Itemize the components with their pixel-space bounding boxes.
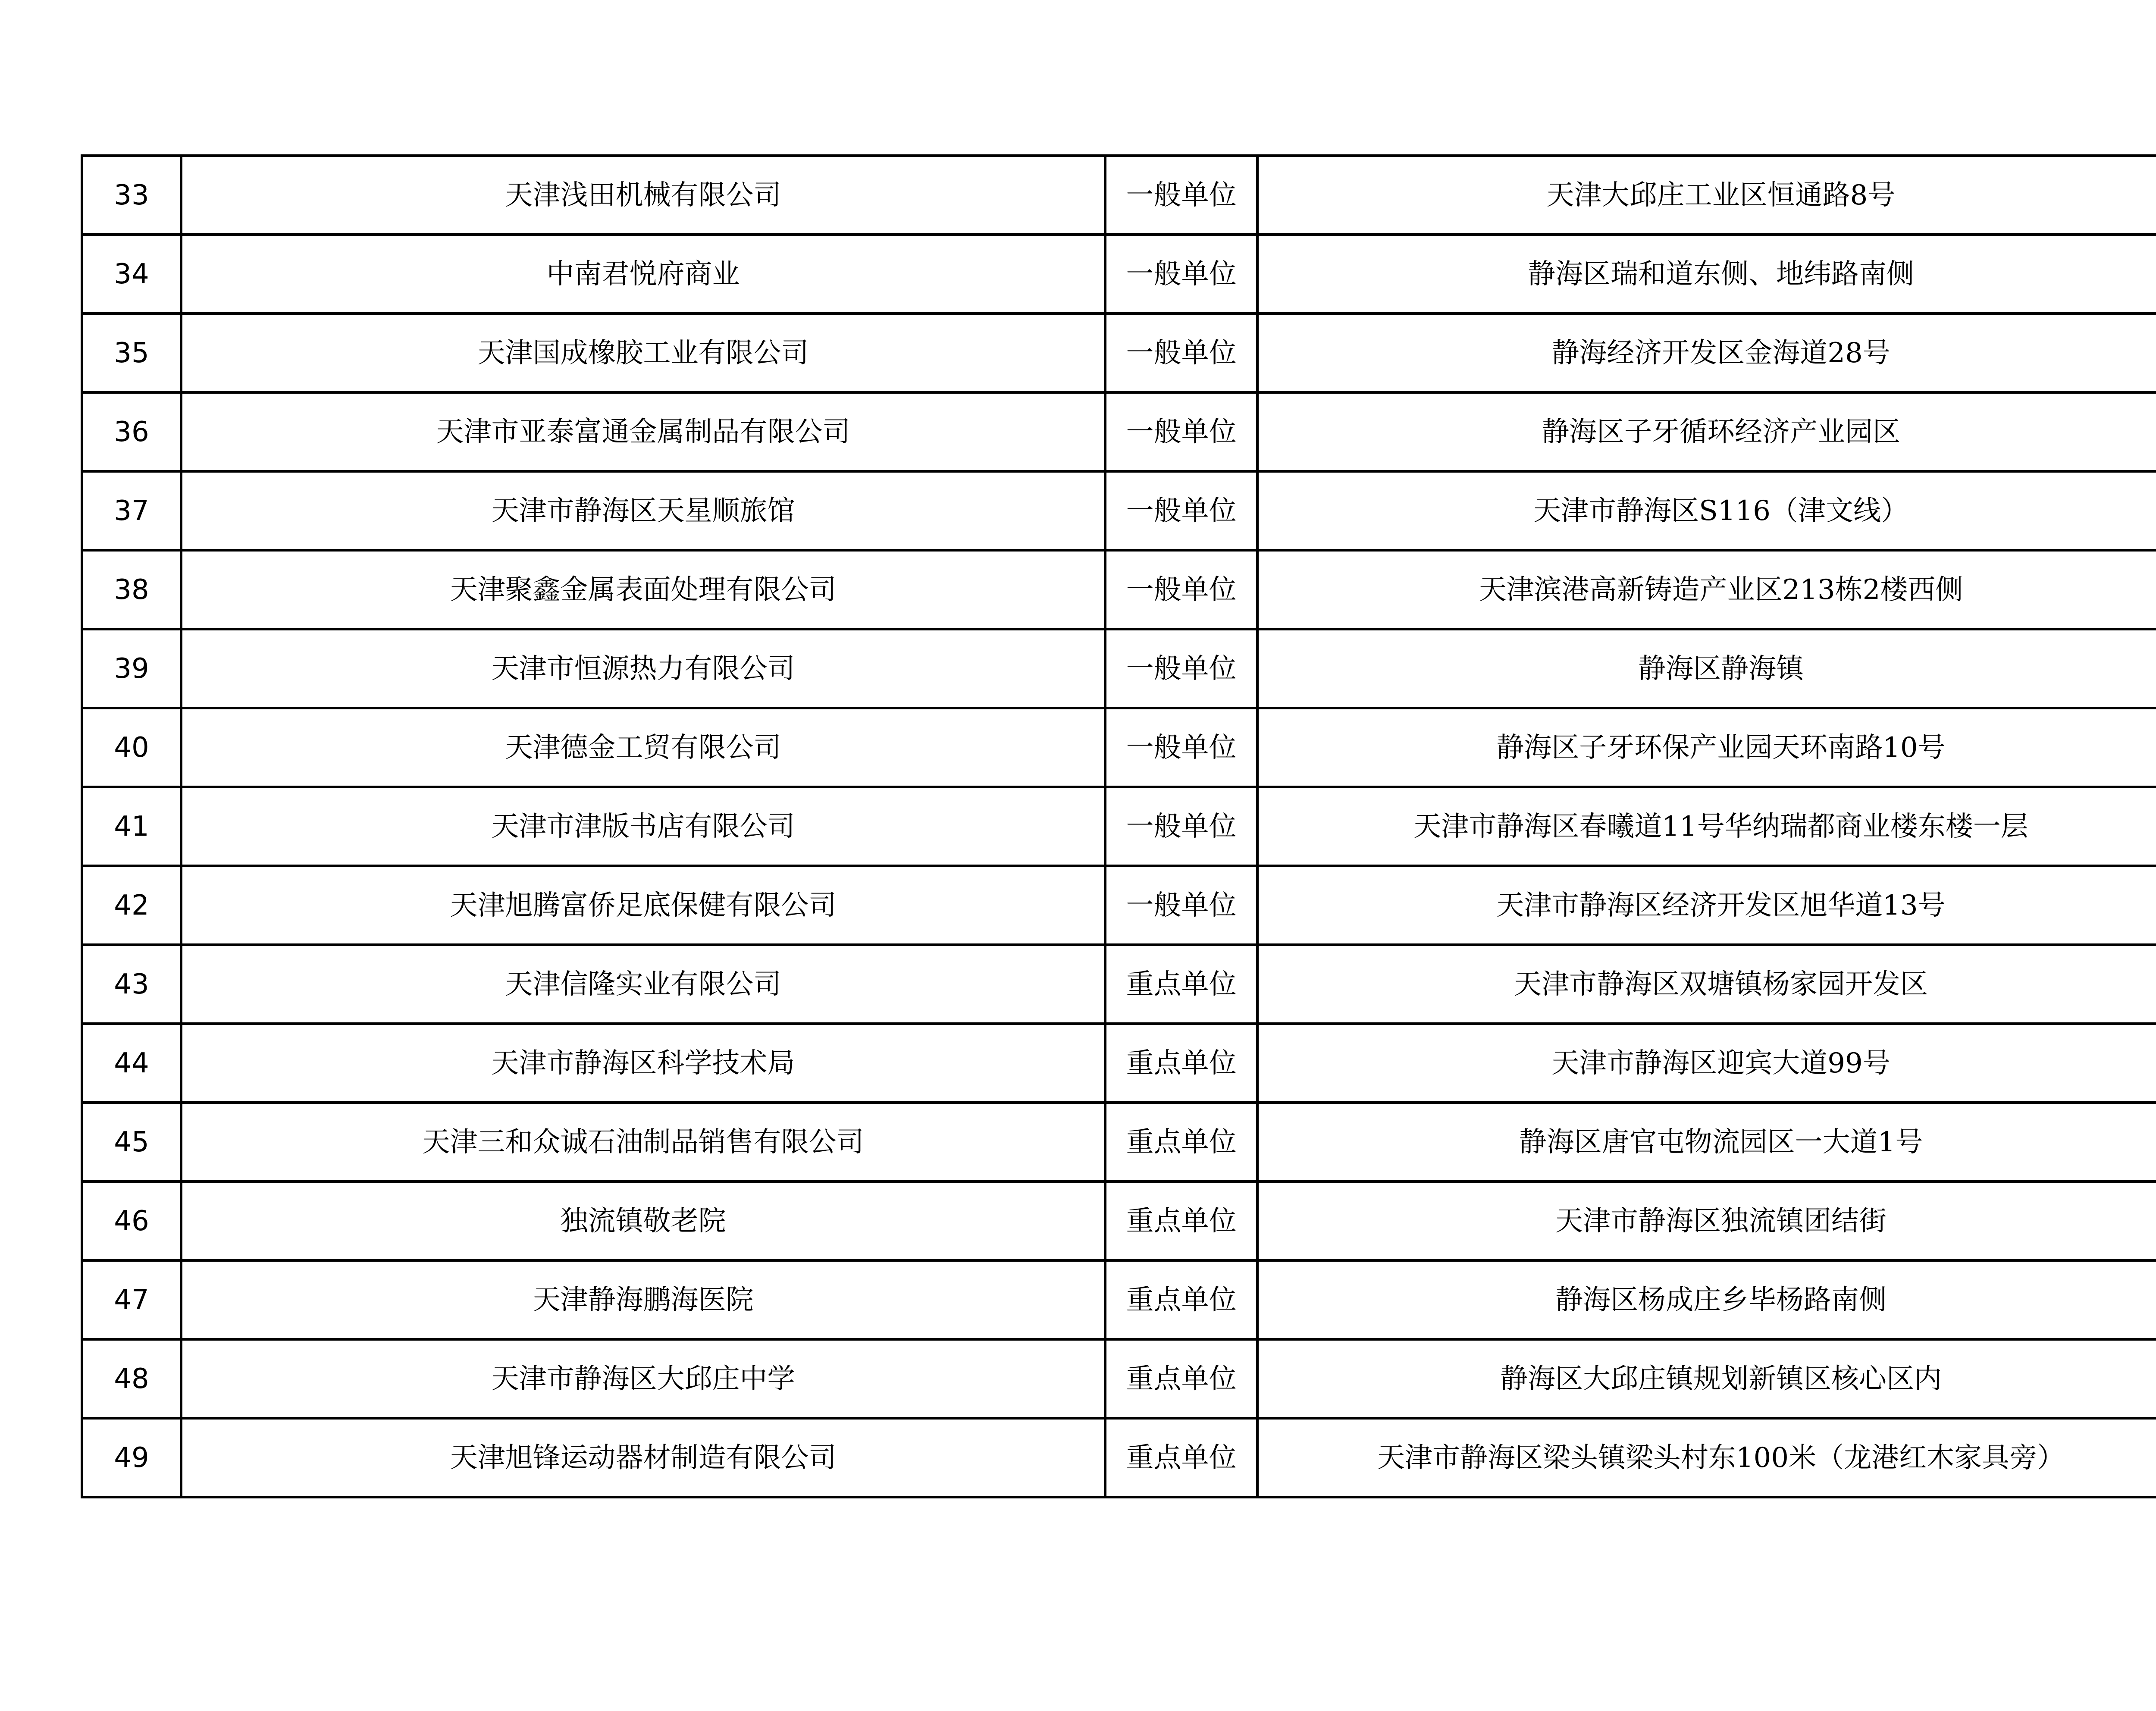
table-row xyxy=(82,1181,2156,1260)
row-number-cell: 48 xyxy=(82,1339,181,1418)
unit-name-cell: 天津信隆实业有限公司 xyxy=(181,945,1105,1024)
table-row xyxy=(82,1260,2156,1339)
address-cell: 天津市静海区春曦道11号华纳瑞都商业楼东楼一层 xyxy=(1257,787,2156,866)
unit-name-cell: 天津市静海区天星顺旅馆 xyxy=(181,471,1105,550)
table-row xyxy=(82,866,2156,945)
address-cell: 天津市静海区迎宾大道99号 xyxy=(1257,1024,2156,1103)
table-row xyxy=(82,1024,2156,1103)
table-row xyxy=(82,945,2156,1024)
row-number-cell: 41 xyxy=(82,787,181,866)
unit-name-cell: 天津市恒源热力有限公司 xyxy=(181,629,1105,708)
unit-type-cell: 重点单位 xyxy=(1105,1024,1257,1103)
row-number-cell: 35 xyxy=(82,313,181,392)
address-cell: 静海区大邱庄镇规划新镇区核心区内 xyxy=(1257,1339,2156,1418)
table-row xyxy=(82,235,2156,313)
unit-type-cell: 重点单位 xyxy=(1105,1339,1257,1418)
unit-name-cell: 天津市津版书店有限公司 xyxy=(181,787,1105,866)
address-cell: 静海区子牙环保产业园天环南路10号 xyxy=(1257,708,2156,787)
table-row xyxy=(82,1339,2156,1418)
unit-name-cell: 天津三和众诚石油制品销售有限公司 xyxy=(181,1103,1105,1181)
table-row xyxy=(82,156,2156,235)
unit-name-cell: 天津旭腾富侨足底保健有限公司 xyxy=(181,866,1105,945)
address-cell: 天津大邱庄工业区恒通路8号 xyxy=(1257,156,2156,235)
table-row xyxy=(82,313,2156,392)
unit-type-cell: 一般单位 xyxy=(1105,550,1257,629)
unit-type-cell: 一般单位 xyxy=(1105,629,1257,708)
table-row xyxy=(82,708,2156,787)
row-number-cell: 36 xyxy=(82,392,181,471)
address-cell: 静海区唐官屯物流园区一大道1号 xyxy=(1257,1103,2156,1181)
inspection-table xyxy=(81,154,2156,1498)
unit-type-cell: 一般单位 xyxy=(1105,708,1257,787)
unit-name-cell: 天津市静海区科学技术局 xyxy=(181,1024,1105,1103)
unit-name-cell: 天津德金工贸有限公司 xyxy=(181,708,1105,787)
address-cell: 静海区瑞和道东侧、地纬路南侧 xyxy=(1257,235,2156,313)
table-row xyxy=(82,629,2156,708)
table-row xyxy=(82,392,2156,471)
address-cell: 天津市静海区独流镇团结街 xyxy=(1257,1181,2156,1260)
row-number-cell: 38 xyxy=(82,550,181,629)
unit-name-cell: 天津浅田机械有限公司 xyxy=(181,156,1105,235)
unit-name-cell: 天津市亚泰富通金属制品有限公司 xyxy=(181,392,1105,471)
address-cell: 静海经济开发区金海道28号 xyxy=(1257,313,2156,392)
row-number-cell: 47 xyxy=(82,1260,181,1339)
address-cell: 天津市静海区梁头镇梁头村东100米（龙港红木家具旁） xyxy=(1257,1418,2156,1497)
row-number-cell: 46 xyxy=(82,1181,181,1260)
unit-name-cell: 天津国成橡胶工业有限公司 xyxy=(181,313,1105,392)
unit-type-cell: 一般单位 xyxy=(1105,156,1257,235)
unit-name-cell: 中南君悦府商业 xyxy=(181,235,1105,313)
table-body xyxy=(82,156,2156,1497)
unit-name-cell: 天津市静海区大邱庄中学 xyxy=(181,1339,1105,1418)
unit-name-cell: 天津聚鑫金属表面处理有限公司 xyxy=(181,550,1105,629)
row-number-cell: 49 xyxy=(82,1418,181,1497)
row-number-cell: 42 xyxy=(82,866,181,945)
row-number-cell: 37 xyxy=(82,471,181,550)
unit-type-cell: 重点单位 xyxy=(1105,1418,1257,1497)
unit-type-cell: 一般单位 xyxy=(1105,235,1257,313)
unit-type-cell: 重点单位 xyxy=(1105,945,1257,1024)
unit-type-cell: 一般单位 xyxy=(1105,471,1257,550)
unit-type-cell: 一般单位 xyxy=(1105,392,1257,471)
table-row xyxy=(82,1418,2156,1497)
address-cell: 天津市静海区S116（津文线） xyxy=(1257,471,2156,550)
row-number-cell: 43 xyxy=(82,945,181,1024)
row-number-cell: 45 xyxy=(82,1103,181,1181)
unit-type-cell: 重点单位 xyxy=(1105,1181,1257,1260)
address-cell: 天津市静海区经济开发区旭华道13号 xyxy=(1257,866,2156,945)
unit-name-cell: 天津旭锋运动器材制造有限公司 xyxy=(181,1418,1105,1497)
address-cell: 静海区杨成庄乡毕杨路南侧 xyxy=(1257,1260,2156,1339)
address-cell: 天津滨港高新铸造产业区213栋2楼西侧 xyxy=(1257,550,2156,629)
table-row xyxy=(82,471,2156,550)
row-number-cell: 39 xyxy=(82,629,181,708)
table-row xyxy=(82,1103,2156,1181)
row-number-cell: 33 xyxy=(82,156,181,235)
row-number-cell: 40 xyxy=(82,708,181,787)
row-number-cell: 44 xyxy=(82,1024,181,1103)
table-row xyxy=(82,787,2156,866)
unit-name-cell: 独流镇敬老院 xyxy=(181,1181,1105,1260)
unit-type-cell: 一般单位 xyxy=(1105,313,1257,392)
address-cell: 天津市静海区双塘镇杨家园开发区 xyxy=(1257,945,2156,1024)
address-cell: 静海区静海镇 xyxy=(1257,629,2156,708)
unit-type-cell: 一般单位 xyxy=(1105,787,1257,866)
unit-type-cell: 一般单位 xyxy=(1105,866,1257,945)
unit-name-cell: 天津静海鹏海医院 xyxy=(181,1260,1105,1339)
unit-type-cell: 重点单位 xyxy=(1105,1103,1257,1181)
address-cell: 静海区子牙循环经济产业园区 xyxy=(1257,392,2156,471)
unit-type-cell: 重点单位 xyxy=(1105,1260,1257,1339)
table-row xyxy=(82,550,2156,629)
row-number-cell: 34 xyxy=(82,235,181,313)
